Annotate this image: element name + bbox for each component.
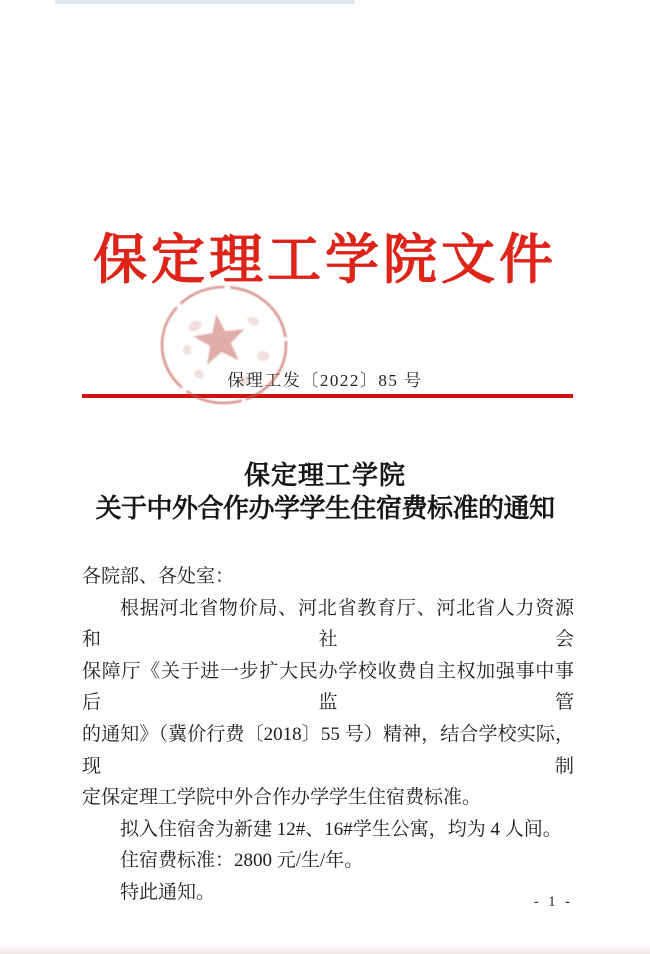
official-seal-stamp-icon xyxy=(157,284,293,410)
body-line-salutation: 各院部、各处室： xyxy=(82,566,235,587)
notice-title-line1: 保定理工学院 xyxy=(243,461,406,490)
body-line: 的通知》（冀价行费〔2018〕55 号）精神，结合学校实际，现制 xyxy=(82,723,574,777)
body-line: 住宿费标准：2800 元/生/年。 xyxy=(120,850,364,872)
notice-title xyxy=(0,459,650,525)
body-line: 定保定理工学院中外合作办学学生住宿费标准。 xyxy=(82,787,482,809)
notice-body xyxy=(82,561,574,909)
page-number: - 1 - xyxy=(533,894,573,910)
red-divider-line xyxy=(82,394,573,398)
document-reference-number: 保理工发〔2022〕85 号 xyxy=(227,371,423,390)
scan-artifact-top-edge xyxy=(55,0,355,4)
document-header-title: 保定理工学院文件 xyxy=(93,230,557,290)
body-line: 保障厅《关于进一步扩大民办学校收费自主权加强事中事后监管 xyxy=(82,660,574,714)
notice-title-line2: 关于中外合作办学学生住宿费标准的通知 xyxy=(95,494,555,523)
scan-artifact-bottom-edge xyxy=(0,944,650,954)
body-line-closing: 特此通知。 xyxy=(120,881,216,903)
body-line: 拟入住宿舍为新建 12#、16#学生公寓，均为 4 人间。 xyxy=(120,818,562,840)
body-line: 根据河北省物价局、河北省教育厅、河北省人力资源和社会 xyxy=(82,597,574,651)
